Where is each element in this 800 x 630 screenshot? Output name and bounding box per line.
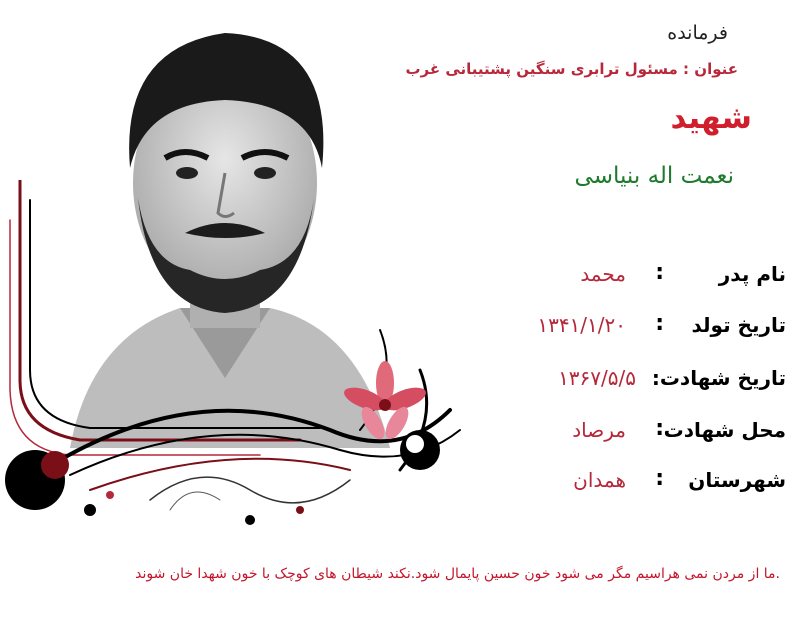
detail-row-birth	[486, 313, 786, 347]
detail-row-father	[486, 262, 786, 296]
detail-value: ۱۳۶۷/۵/۵	[558, 366, 636, 390]
separator: :	[655, 416, 664, 441]
rank-label: فرمانده	[667, 22, 728, 44]
detail-label: شهرستان	[688, 468, 786, 492]
detail-value: محمد	[580, 262, 626, 286]
detail-label: تاریخ تولد	[691, 313, 786, 337]
detail-value: همدان	[573, 468, 626, 492]
martyr-quote: .ما از مردن نمی هراسیم مگر می شود خون حسین پایمال شود.نکند شیطان های کوچک با خون شهدا خان شوند	[135, 566, 780, 582]
detail-value: ۱۳۴۱/۱/۲۰	[537, 313, 626, 337]
detail-row-martyrdom-place	[486, 418, 786, 452]
detail-row-city	[486, 468, 786, 502]
detail-value: مرصاد	[572, 418, 626, 442]
separator: :	[655, 260, 664, 285]
martyr-name: نعمت اله بنیاسی	[574, 163, 734, 189]
detail-label: محل شهادت	[663, 418, 786, 442]
detail-label: تاریخ شهادت:	[651, 366, 786, 390]
detail-row-martyrdom-date	[486, 366, 786, 400]
decorative-ornament	[0, 180, 470, 540]
martyr-heading: شهید	[670, 100, 752, 136]
detail-label: نام پدر	[718, 262, 786, 286]
position-title: عنوان : مسئول ترابری سنگین پشتیبانی غرب	[405, 60, 738, 78]
separator: :	[655, 311, 664, 336]
separator: :	[655, 466, 664, 491]
